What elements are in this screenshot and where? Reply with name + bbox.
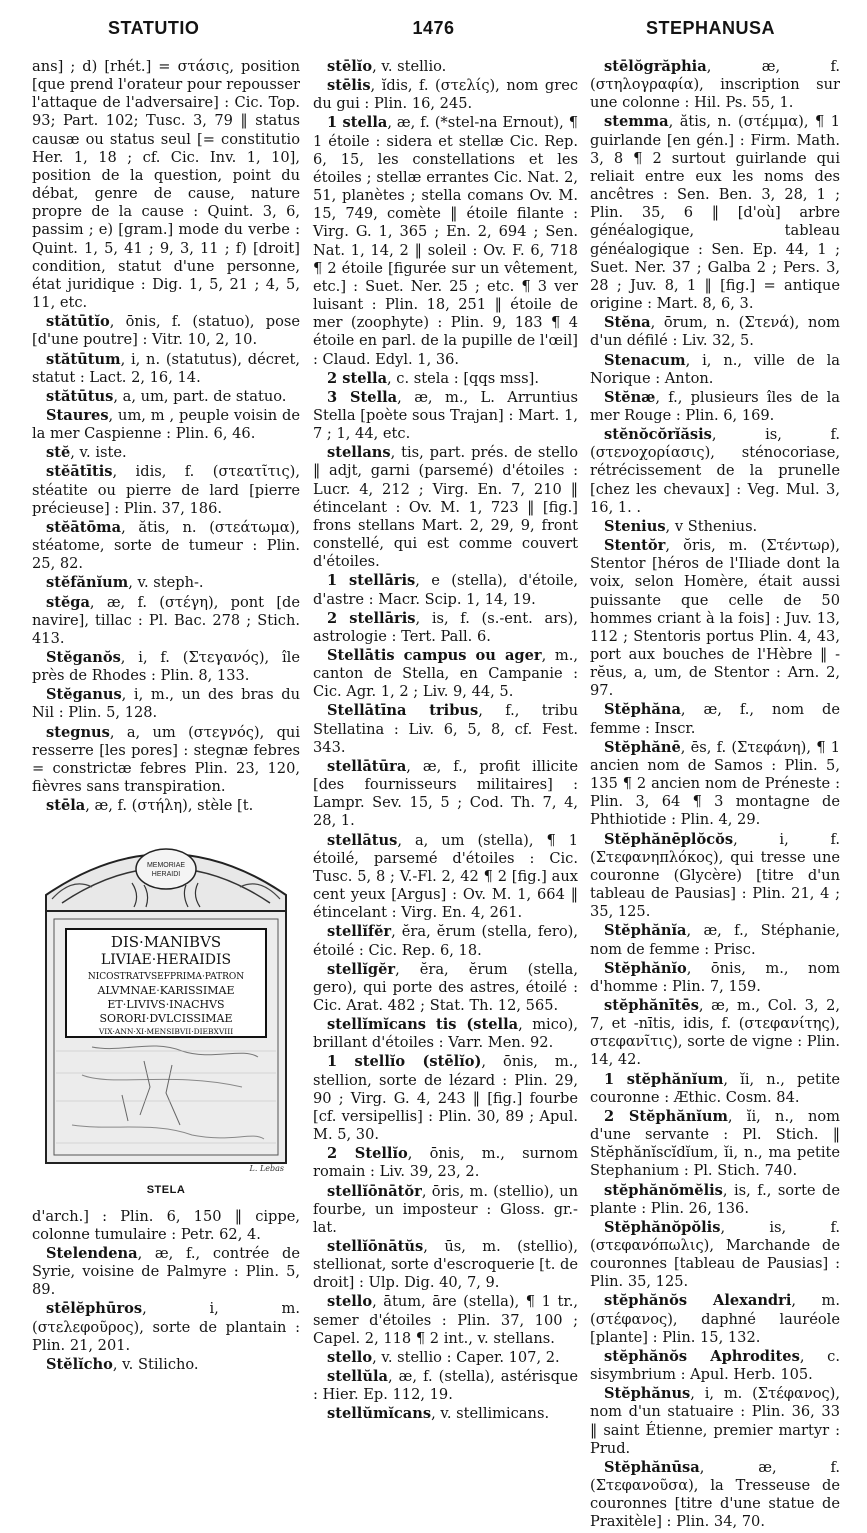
dictionary-entry: Stĕphănē, ēs, f. (Στεφάνη), ¶ 1 ancien nom de Samos : Plin. 5, 135 ¶ 2 ancien nom de Préneste : Plin. 3, 64 ¶ 3 montagne de Phthiotide : Plin. 4, 29. [590,738,840,829]
dictionary-entry: 2 stella, c. stela : [qqs mss]. [327,369,539,387]
dictionary-entry: stellĭfĕr, ĕra, ĕrum (stella, fero), étoilé : Cic. Rep. 6, 18. [313,923,578,959]
page-header [0,18,867,44]
entry-headword: Stelendena [46,1244,138,1262]
entry-headword: stellŭla [327,1368,388,1386]
entry-headword: Stentŏr [604,537,666,555]
dictionary-entry: stĕātōma, ătis, n. (στεάτωμα), stéatome, sorte de tumeur : Plin. 25, 82. [32,518,300,573]
entry-headword: Stĕnæ [604,388,656,406]
column-left [32,58,300,1375]
dictionary-entry: 2 Stellĭo, ōnis, m., surnom romain : Liv. 39, 23, 2. [313,1145,579,1181]
stela-illustration [32,825,300,1175]
entry-headword: Stĕphăna [604,701,681,719]
plaque-line: ET·LIVIVS·INACHVS [107,998,225,1012]
dictionary-entry: Stĕganus, i, m., un des bras du Nil : Plin. 5, 128. [32,686,300,722]
entry-headword: Stĕphănĭa [604,922,687,940]
dictionary-entry: 2 Stĕphănĭum, ĭi, n., nom d'une servante : Pl. Stich. ‖ Stĕphănĭscĭdĭum, ĭi, n., ma petite Stephanium : Pl. Stich. 740. [590,1107,840,1180]
dictionary-entry: Stellātis campus ou ager, m., canton de Stella, en Campanie : Cic. Agr. 1, 2 ; Liv. 9, 44, 5. [313,647,578,701]
entry-headword: Stĕphănŏpŏlis [604,1218,721,1236]
dictionary-entry: Stĕna, ōrum, n. (Στενά), nom d'un défilé : Liv. 32, 5. [590,314,840,350]
dictionary-entry: stellans, tis, part. prés. de stello ‖ adjt, garni (parsemé) d'étoiles : Lucr. 4, 212 ; Virg. En. 7, 210 ‖ étincelant : Ov. M. 1, 723 ‖ [fig.] frons stellans Mart. 2, 29, 9, front constellé, qui est comme couvert d'étoiles. [313,444,578,571]
entry-headword: 2 Stĕphănĭum [604,1107,728,1125]
dictionary-entry: stēlis, ĭdis, f. (στελίς), nom grec du gui : Plin. 16, 245. [313,77,578,113]
top-inscription-2: HERAIDI [151,871,181,879]
entry-headword: 1 stellāris [327,572,416,590]
plaque-line: ALVMNAE·KARISSIMAE [97,984,235,998]
entry-headword: Stĕphănus [604,1385,691,1403]
entry-headword: stellĭōnātŭs [327,1238,424,1255]
entry-headword: 2 stellāris [327,609,416,627]
dictionary-entry: d'arch.] : Plin. 6, 150 ‖ cippe, colonne tumulaire : Petr. 62, 4. [32,1207,300,1243]
plaque-line: SORORI·DVLCISSIMAE [99,1012,233,1026]
dictionary-entry: Stĕphănŏpŏlis, is, f. (στεφανόπωλις), Marchande de couronnes [tableau de Pausias] : Plin. 35, 125. [590,1218,840,1291]
dictionary-entry: 1 stĕphănĭum, ĭi, n., petite couronne : Æthic. Cosm. 84. [590,1070,840,1106]
entry-headword: Stellātis campus ou ager [327,647,542,664]
entry-headword: Stĕganus [46,686,122,704]
entry-headword: Stĕganŏs [46,649,121,666]
entry-headword: stellātūra [327,757,407,775]
entry-headword: Stĕphănūsa [604,1458,700,1476]
entry-headword: stellĭfĕr [327,923,392,941]
entry-headword: stĕphănŏs Alexandri [604,1292,792,1310]
dictionary-entry: 1 stellĭo (stēlĭo), ōnis, m., stellion, sorte de lézard : Plin. 29, 90 ; Virg. G. 4, 243 ‖ [fig.] fourbe [cf. versipellis] : Plin. 30, 89 ; Apul. M. 5, 30. [313,1053,578,1144]
entry-headword: Stĕphănēplŏcŏs [604,830,734,848]
entry-headword: 2 Stellĭo [327,1145,408,1163]
dictionary-entry: Stĕphănĭo, ōnis, m., nom d'homme : Plin. 7, 159. [590,959,840,995]
dictionary-entry: stătūtĭo, ōnis, f. (statuo), pose [d'une poutre] : Vitr. 10, 2, 10. [32,313,300,349]
entry-headword: stătūtum [46,350,121,368]
page-number: 1476 [412,18,455,38]
dictionary-entry: stellātūra, æ, f., profit illicite [des fournisseurs militaires] : Lampr. Sev. 15, 5 ; Cod. Th. 7, 4, 28, 1. [313,757,578,830]
dictionary-entry: 1 stellāris, e (stella), d'étoile, d'astre : Macr. Scip. 1, 14, 19. [313,572,578,608]
dictionary-entry: stellĭōnātŏr, ōris, m. (stellio), un fourbe, un imposteur : Gloss. gr.-lat. [313,1182,578,1236]
dictionary-entry: stellĭgĕr, ĕra, ĕrum (stella, gero), qui porte des astres, étoilé : Cic. Arat. 482 ; Stat. Th. 12, 565. [313,960,578,1014]
entry-headword: stĕātōma [46,518,122,536]
entry-headword: stellātus [327,831,398,849]
plaque-line: NICOSTRATVSEFPRIMA·PATRON [87,972,245,983]
dictionary-entry: stĕ, v. iste. [46,444,127,462]
entry-headword: stēla [46,797,86,815]
dictionary-entry: stĕphănŏs Alexandri, m. (στέφανος), daphné lauréole [plante] : Plin. 15, 132. [590,1292,840,1346]
dictionary-entry: stēlŏgrăphia, æ, f. (στηλογραφία), inscription sur une colonne : Hil. Ps. 55, 1. [590,58,840,112]
entry-headword: stĕnŏcŏrĭăsis [604,426,712,444]
column-middle [313,58,578,1425]
entry-headword: stellŭmĭcans [327,1405,432,1423]
running-head-right: STEPHANUSA [645,18,775,38]
entry-headword: Stĕlĭcho [46,1355,113,1373]
dictionary-entry: Stĕphănĭa, æ, f., Stéphanie, nom de femme : Prisc. [590,922,840,958]
dictionary-entry: Stentŏr, ŏris, m. (Στέντωρ), Stentor [héros de l'Iliade dont la voix, selon Homère, était aussi puissante que celle de 50 hommes criant à la fois] : Juv. 13, 112 ; Stentoris portus Plin. 4, 43, port aux bouches de l'Hèbre ‖ -rĕus, a, um, de Stentor : Arn. 2, 97. [590,537,840,700]
dictionary-entry: stĕga, æ, f. (στέγη), pont [de navire], tillac : Pl. Bac. 278 ; Stich. 413. [32,593,300,647]
entry-headword: 1 stellĭo (stēlĭo) [327,1053,482,1071]
dictionary-entry: stello, ātum, āre (stella), ¶ 1 tr., semer d'étoiles : Plin. 37, 100 ; Capel. 2, 118 ¶ 2 int., v. stellans. [313,1293,578,1347]
dictionary-entry: stellĭmĭcans tis (stella, mico), brillant d'étoiles : Varr. Men. 92. [313,1016,578,1052]
dictionary-entry: stĕphănŏs Aphrodites, c. sisymbrium : Apul. Herb. 105. [590,1347,840,1384]
dictionary-entry: 3 Stella, æ, m., L. Arruntius Stella [poète sous Trajan] : Mart. 1, 7 ; 1, 44, etc. [313,388,578,443]
entry-headword: Stĕna [604,314,651,332]
entry-headword: 1 stĕphănĭum [604,1070,724,1088]
entry-headword: stello [327,1293,373,1311]
dictionary-entry: ans] ; d) [rhét.] = στάσις, position [que prend l'orateur pour repousser l'attaque de l'adversaire] : Cic. Top. 93; Part. 102; Tusc. 3, 79 ‖ status causæ ou status seul [= constitutio Her. 1, 18 ; cf. Cic. Inv. 1, 10], position de la question, point du débat, genre de cause, nature propre de la cause : Quint. 3, 6, passim ; e) [gram.] mode du verbe : Quint. 1, 5, 41 ; 9, 3, 11 ; f) [droit] condition, statut d'une personne, état juridique : Dig. 1, 5, 21 ; 4, 5, 11, etc. [32,58,300,312]
dictionary-entry: stĕnŏcŏrĭăsis, is, f. (στενοχορίασις), sténocoriase, rétrécissement de la prunelle [chez les chevaux] : Veg. Mul. 3, 16, 1. . [590,426,840,516]
dictionary-entry: 1 stella, æ, f. (*stel-na Ernout), ¶ 1 étoile : sidera et stellæ Cic. Rep. 6, 15, les constellations et les étoiles ; stellæ errantes Cic. Nat. 2, 51, planètes ; stella comans Ov. M. 15, 749, comète ‖ étoile filante : Virg. G. 1, 365 ; En. 2, 694 ; Sen. Nat. 1, 14, 2 ‖ soleil : Ov. F. 6, 718 ¶ 2 étoile [figurée sur un vêtement, etc.] : Suet. Ner. 25 ; etc. ¶ 3 ver luisant : Plin. 18, 251 ‖ étoile de mer (zoophyte) : Plin. 9, 183 ¶ 4 étoile en parl. de la pupille de l'œil] : Claud. Edyl. 1, 36. [313,114,578,368]
dictionary-entry: stĕfănĭum, v. steph-. [46,574,204,592]
entry-headword: stătūtĭo [46,313,110,331]
entry-headword: Stenacum [604,351,686,369]
entry-headword: Stellātīna tribus [327,702,479,720]
entry-headword: Stĕphănĭo [604,959,687,977]
dictionary-entry: stēlĕphūros, i, m. (στελεφοῦρος), sorte de plantain : Plin. 21, 201. [32,1300,300,1354]
entry-headword: stellĭgĕr [327,960,396,978]
dictionary-entry: stătūtum, i, n. (statutus), décret, statut : Lact. 2, 16, 14. [32,350,300,386]
dictionary-entry: stellĭōnātŭs, ūs, m. (stellio), stellionat, sorte d'escroquerie [t. de droit] : Ulp. Dig. 40, 7, 9. [313,1238,578,1292]
entry-headword: 2 stella [327,369,388,387]
dictionary-entry: stătūtus, a, um, part. de statuo. [46,387,287,405]
entry-headword: stătūtus [46,387,114,405]
dictionary-entry: stegnus, a, um (στεγνός), qui resserre [les pores] : stegnæ febres = constrictæ febres Plin. 23, 120, fièvres sans transpiration. [32,723,300,796]
dictionary-entry: stellātus, a, um (stella), ¶ 1 étoilé, parsemé d'étoiles : Cic. Tusc. 5, 8 ; V.-Fl. 2, 42 ¶ 2 [fig.] aux cent yeux [Argus] : Ov. M. 1, 664 ‖ étincelant : Virg. En. 4, 261. [313,831,578,922]
dictionary-entry: stĕphănŏmĕlis, is, f., sorte de plante : Plin. 26, 136. [590,1181,840,1217]
dictionary-entry: Stelendena, æ, f., contrée de Syrie, voisine de Palmyre : Plin. 5, 89. [32,1244,300,1299]
running-head-left: STATUTIO [108,18,200,38]
dictionary-entry: stemma, ătis, n. (στέμμα), ¶ 1 guirlande [en gén.] : Firm. Math. 3, 8 ¶ 2 surtout guirlande qui reliait entre eux les noms des ancêtres : Sen. Ben. 3, 28, 1 ; Plin. 35, 6 ‖ [d'où] arbre généalogique, tableau généalogique : Sen. Ep. 44, 1 ; Suet. Ner. 37 ; Galba 2 ; Pers. 3, 28 ; Juv. 8, 1 ‖ [fig.] = antique origine : Mart. 8, 6, 3. [590,113,840,313]
entry-headword: stellĭōnātŏr [327,1182,422,1200]
dictionary-entry: Stĕganŏs, i, f. (Στεγανός), île près de Rhodes : Plin. 8, 133. [32,649,300,685]
dictionary-entry: 2 stellāris, is, f. (s.-ent. ars), astrologie : Tert. Pall. 6. [313,609,578,645]
entry-headword: stĕphănŏmĕlis [604,1181,723,1199]
plaque-line: LIVIAE·HERAIDIS [100,952,232,969]
entry-headword: stegnus [46,723,110,741]
figure-caption: STELA [146,1184,186,1197]
entry-headword: stellĭmĭcans tis (stella [327,1016,519,1034]
dictionary-entry: Stĕphănēplŏcŏs, i, f. (Στεφανηπλόκος), qui tresse une couronne (Glycère) [titre d'un tableau de Pausias] : Plin. 21, 4 ; 35, 125. [590,830,840,921]
entry-headword: stēlis [327,77,371,95]
plaque-line: DIS·MANIBVS [110,933,222,952]
dictionary-entry: Stĕphănus, i, m. (Στέφανος), nom d'un statuaire : Plin. 36, 33 ‖ saint Étienne, premier martyr : Prud. [590,1385,840,1457]
entry-headword: stēlĭo [327,58,373,75]
entry-headword: Stĕphănē [604,738,681,756]
entry-headword: stĕ [46,444,71,462]
dictionary-entry: Stĕphănūsa, æ, f. (Στεφανοῦσα), la Tresseuse de couronnes [titre d'une statue de Praxitèle] : Plin. 34, 70. [590,1458,840,1531]
entry-headword: 1 stella [327,114,388,132]
top-inscription-1: MEMORIAE [146,862,186,870]
entry-headword: stēlŏgrăphia [604,58,707,75]
entry-headword: stemma [604,113,669,131]
dictionary-entry: stēla, æ, f. (στήλη), stèle [t. [46,797,254,815]
dictionary-entry: stellŭla, æ, f. (stella), astérisque : Hier. Ep. 112, 19. [313,1368,578,1404]
entry-headword: stello [327,1348,373,1366]
entry-headword: stĕga [46,593,90,611]
dictionary-entry: stellŭmĭcans, v. stellimicans. [327,1405,550,1423]
dictionary-entry: Stellātīna tribus, f., tribu Stellatina : Liv. 6, 5, 8, cf. Fest. 343. [313,702,579,756]
dictionary-entry: Stĕphăna, æ, f., nom de femme : Inscr. [590,701,840,737]
dictionary-entry: stēlĭo, v. stellio. [327,58,447,75]
entry-headword: Staures [46,406,109,424]
engraver-signature: L. Lebas [249,1164,284,1174]
dictionary-entry: Staures, um, m , peuple voisin de la mer Caspienne : Plin. 6, 46. [32,406,300,443]
entry-headword: stellans [327,444,391,462]
column-right [590,58,840,1533]
dictionary-entry: stĕphănītēs, æ, m., Col. 3, 2, 7, et -nītis, idis, f. (στεφανίτης), στεφανῖτις), sorte de vigne : Plin. 14, 42. [590,996,840,1069]
stela-engraving [32,825,300,1175]
entry-headword: 3 Stella [327,388,398,406]
entry-headword: stĕphănŏs Aphrodites [604,1347,800,1365]
dictionary-entry: stello, v. stellio : Caper. 107, 2. [327,1348,560,1366]
dictionary-entry: Stenius, v Sthenius. [604,517,758,535]
dictionary-entry: Stĕlĭcho, v. Stilicho. [46,1355,199,1373]
dictionary-entry: stĕātītis, idis, f. (στεατῖτις), stéatite ou pierre de lard [pierre précieuse] : Plin. 37, 186. [32,463,300,517]
entry-headword: stĕātītis [46,463,113,481]
entry-headword: stĕphănītēs [604,996,699,1014]
entry-headword: stēlĕphūros [46,1300,143,1318]
dictionary-entry: Stenacum, i, n., ville de la Norique : Anton. [590,351,840,387]
entry-headword: Stenius [604,517,666,535]
entry-headword: stĕfănĭum [46,574,129,592]
dictionary-entry: Stĕnæ, f., plusieurs îles de la mer Rouge : Plin. 6, 169. [590,388,840,424]
plaque-line: VIX·ANN·XI·MENSIBVII·DIEBXVIII [98,1027,234,1037]
